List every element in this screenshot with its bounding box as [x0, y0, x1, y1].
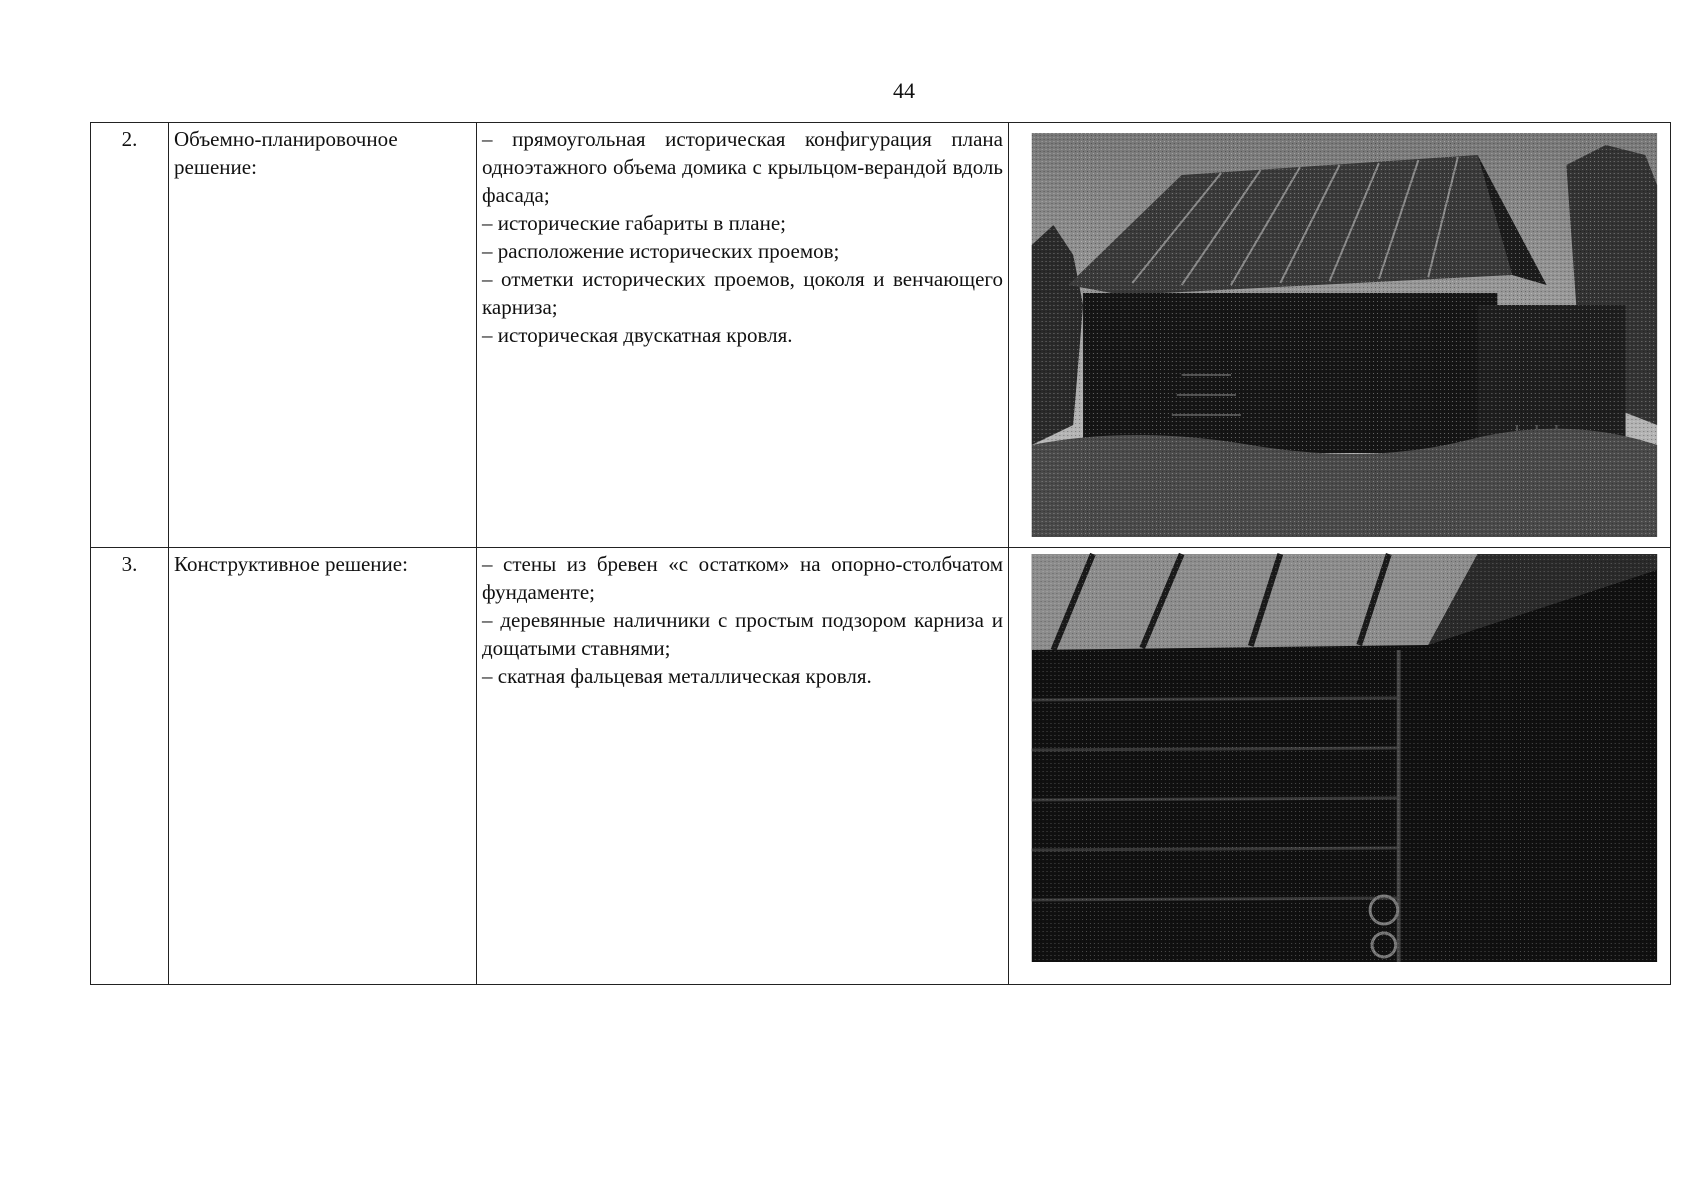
list-item: – стены из бревен «с остатком» на опорно-столбчатом фундаменте; — [482, 552, 1003, 604]
photo-cell — [1009, 123, 1671, 548]
element-name: Конструктивное решение: — [169, 548, 477, 985]
row-number: 3. — [91, 548, 169, 985]
page-number: 44 — [893, 78, 915, 103]
list-item: – деревянные наличники с простым подзором карниза и дощатыми ставнями; — [482, 608, 1003, 660]
row-number: 2. — [91, 123, 169, 548]
element-description — [477, 123, 1009, 548]
list-item: – исторические габариты в плане; — [482, 211, 786, 235]
element-name: Объемно-планировочное решение: — [169, 123, 477, 548]
list-item: – отметки исторических проемов, цоколя и венчающего карниза; — [482, 267, 1003, 319]
list-item: – историческая двускатная кровля. — [482, 323, 793, 347]
table-row-2 — [91, 123, 1671, 548]
list-item: – прямоугольная историческая конфигурация плана одноэтажного объема домика с крыльцом-верандой вдоль фасада; — [482, 127, 1003, 207]
list-item: – скатная фальцевая металлическая кровля. — [482, 664, 872, 688]
heritage-elements-table — [90, 122, 1671, 985]
log-wall-photo-icon — [1014, 550, 1665, 982]
table-row-3 — [91, 548, 1671, 985]
wooden-house-photo-icon — [1014, 125, 1665, 545]
photo-cell — [1009, 548, 1671, 985]
list-item: – расположение исторических проемов; — [482, 239, 840, 263]
element-description — [477, 548, 1009, 985]
